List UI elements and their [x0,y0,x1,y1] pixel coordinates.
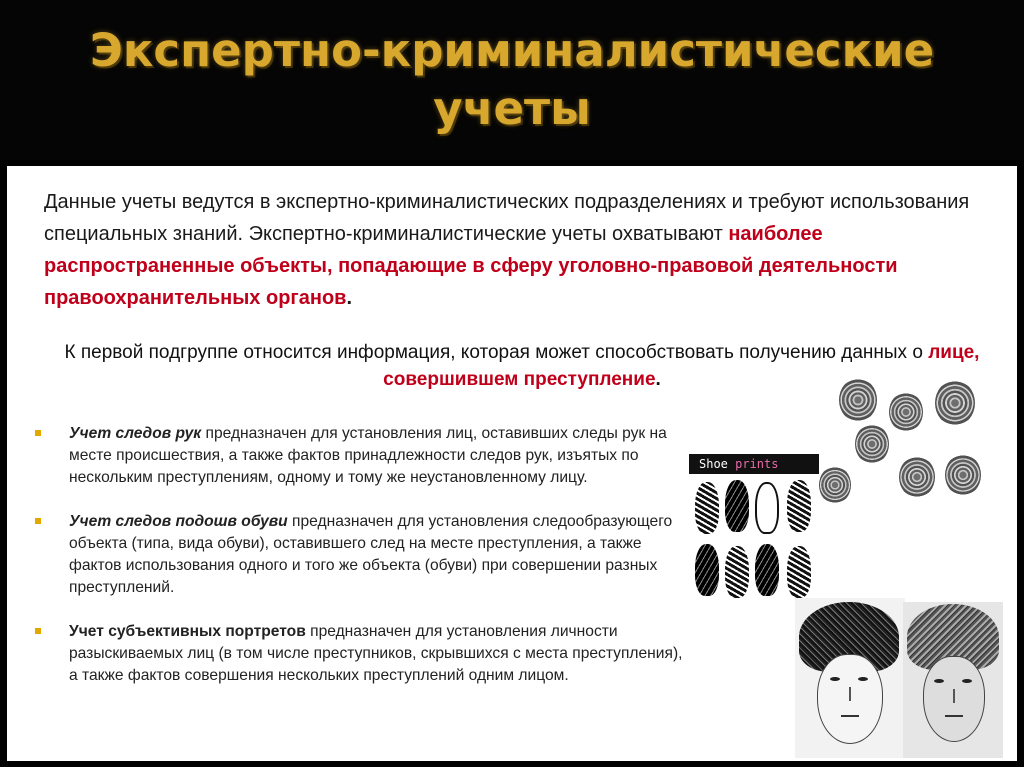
bullet-list [35,423,695,709]
portrait-face [817,654,883,744]
bullet-text: предназначен для установления личности разыскиваемых лиц (в том числе преступников, скрывшихся с места преступления), а также фактов совершения нескольких преступлений одним лицом. [69,623,683,684]
bullet-item [35,423,695,489]
shoe-print-icon [755,544,779,596]
bullet-term: Учет следов подошв обуви [69,513,288,530]
shoe-print-icon [755,482,779,534]
intro-highlight: наиболее распространенные объекты, попадающие в сферу уголовно-правовой деятельности правоохранительных органов [44,223,898,309]
portrait-eye [934,679,944,683]
subgroup-end: . [655,369,661,390]
bullet-icon [35,430,41,436]
bullet-item [35,621,695,687]
shoe-print-icon [725,546,749,598]
shoe-print-icon [695,482,719,534]
portrait-mouth [945,715,963,717]
bullet-term: Учет следов рук [69,425,202,442]
shoe-print-icon [787,480,811,532]
title-bar [0,0,1024,160]
fingerprint-icon [945,454,981,496]
portrait-nose [953,689,955,703]
shoe-prints-header-word: Shoe [699,457,736,471]
portrait-eye [962,679,972,683]
fingerprint-icon [839,378,877,422]
bullet-text: предназначен для установления лиц, оставивших следы рук на месте происшествия, а также фактов принадлежности следов рук, изъятых по нескольким преступлениям, одному и тому же неустановленному лицу. [69,425,667,486]
slide-title: Экспертно-криминалистические учеты [89,24,935,135]
portrait-eye [858,677,868,681]
shoe-print-icon [695,544,719,596]
intro-paragraph [44,186,1004,314]
portrait-mouth [841,715,859,717]
intro-text: Данные учеты ведутся в экспертно-криминалистических подразделениях и требуют использования специальных знаний. Экспертно-криминалистические учеты охватывают [44,191,970,245]
fingerprint-icon [855,424,889,464]
bullet-icon [35,518,41,524]
shoe-prints-header [689,454,819,474]
portrait-eye [830,677,840,681]
intro-end: . [346,287,353,309]
portrait-nose [849,687,851,701]
subgroup-highlight: лице, совершившем преступление [383,342,980,390]
fingerprint-icon [899,456,935,498]
bullet-icon [35,628,41,634]
composite-portrait-1 [795,598,905,758]
shoe-print-icon [725,480,749,532]
portrait-face [923,656,985,742]
bullet-item [35,511,695,599]
shoe-print-icon [787,546,811,598]
bullet-text: предназначен для установления следообразующего объекта (типа, вида обуви), оставившего след на месте преступления, а также фактов использования одного и того же объекта (обуви) при совершении разных преступлений. [69,513,673,596]
composite-portrait-2 [903,602,1003,758]
shoe-prints-illustration [689,454,819,604]
subgroup-text: К первой подгруппе относится информация, которая может способствовать получению данных о [64,342,929,363]
fingerprint-icon [935,380,975,426]
fingerprint-icon [819,466,851,504]
content-area [7,166,1017,761]
bullet-term: Учет субъективных портретов [69,623,306,640]
shoe-prints-header-highlight: prints [735,457,779,471]
fingerprint-icon [889,392,923,432]
